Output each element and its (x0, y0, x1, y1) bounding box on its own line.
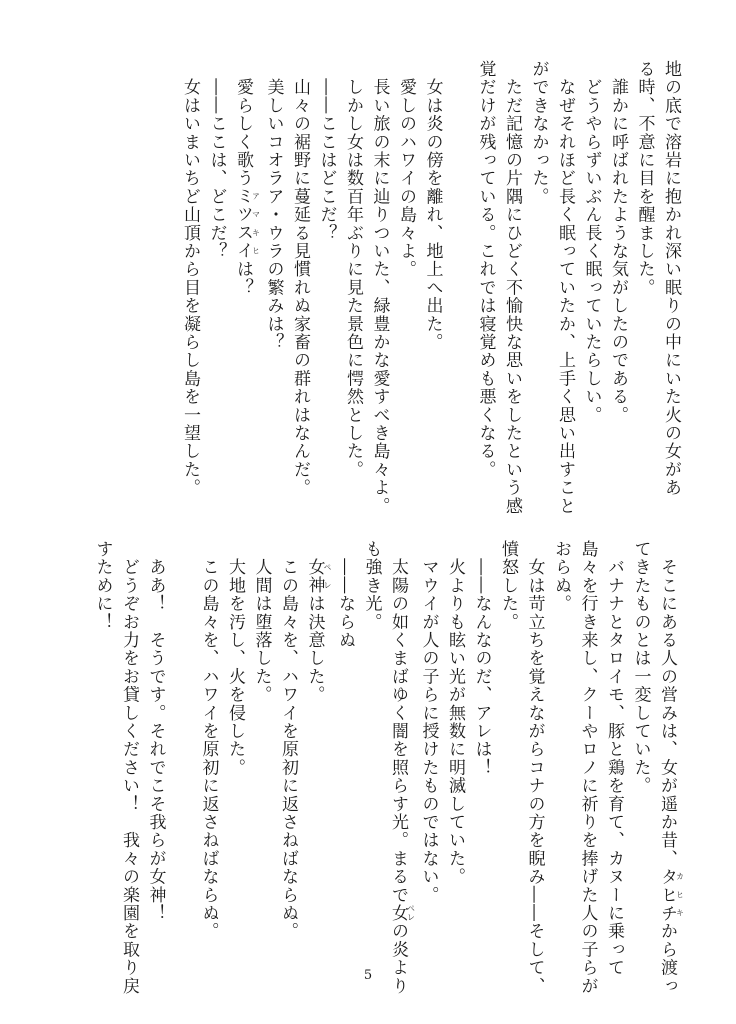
text-segment: も強き光。 (361, 540, 382, 631)
text-line (313, 60, 340, 500)
text-segment: ――ならぬ (335, 540, 355, 650)
text-segment: 人間は堕落した。 (251, 540, 272, 704)
text-line (260, 60, 287, 500)
text-line (631, 60, 658, 500)
text-segment: の炎より (388, 922, 408, 996)
text-segment: おらぬ。 (551, 540, 571, 613)
ruby-annotation: ペレ (323, 558, 332, 595)
text-segment: バナナとタロイモ、豚と鶏を育て、カヌーに乗って (604, 540, 624, 977)
text-segment: 女はいまいちど山頂から目を凝らし島を一望した。 (180, 60, 200, 497)
text-segment: ――ここは、どこだ？ (206, 60, 227, 261)
text-line (495, 540, 522, 985)
text-segment: は？ (233, 260, 253, 297)
text-line (419, 60, 446, 500)
text-line (195, 540, 222, 985)
text-segment: どうやらずいぶん長く眠っていたらしい。 (581, 60, 602, 424)
text-segment: 山々の裾野に蔓延る見慣れぬ家畜の群れはなんだ。 (290, 60, 310, 497)
text-segment (305, 540, 325, 558)
ruby-word (304, 558, 332, 595)
text-segment: 憤怒した。 (498, 540, 518, 631)
text-segment: ああ！ そうです。それでこそ我らが女神！ (145, 540, 166, 923)
ruby-base: 女神 (304, 558, 325, 595)
text-segment: ができなかった。 (528, 60, 549, 206)
text-segment: 覚だけが残っている。これでは寝覚めも悪くなる。 (475, 60, 496, 479)
text-segment: この島々を、ハワイを原初に返さねばならぬ。 (198, 540, 219, 941)
text-line (203, 60, 230, 500)
text-segment: 愛しのハワイの島々よ。 (396, 60, 416, 279)
text-line (548, 540, 575, 985)
text-line (574, 540, 601, 995)
text-line (177, 60, 204, 500)
ruby-base: タヒチ (657, 867, 677, 923)
text-segment: 愛らしく歌う (233, 60, 253, 188)
text-line (654, 540, 685, 996)
text-segment: どうぞお力をお貸しください！ 我々の楽園を取り戻 (119, 540, 139, 995)
text-line (301, 540, 332, 985)
text-line (248, 540, 275, 985)
text-segment: 太陽の如くまばゆく闇を照らす光。まるで (388, 540, 408, 904)
text-segment: なぜそれほど長く眠っていたか、上手く思い出すこと (555, 60, 575, 515)
text-line (415, 540, 442, 985)
text-segment: 地の底で溶岩に抱かれ深い眠りの中にいた火の女があ (661, 60, 681, 497)
text-segment: 火よりも眩い光が無数に明滅していた。 (445, 540, 465, 886)
ruby-word (233, 187, 261, 261)
text-segment: 女は苛立ちを覚えながらコナの方を睨み――そして、 (524, 540, 545, 995)
text-line (142, 540, 169, 985)
top-text-block (177, 60, 685, 515)
ruby-annotation: ペレ (406, 904, 416, 923)
text-segment: 美しいコオラア・ウラの繁みは？ (263, 60, 284, 352)
ruby-word (388, 904, 416, 923)
blank-line (446, 60, 473, 500)
text-line (442, 540, 469, 985)
text-line (552, 60, 579, 515)
text-segment: 大地を汚し、火を侵した。 (225, 540, 245, 777)
text-line (521, 540, 548, 995)
text-segment: そこにある人の営みは、女が遥か昔、 (657, 540, 677, 868)
text-line (627, 540, 654, 985)
text-line (358, 540, 385, 985)
text-line (393, 60, 420, 500)
text-segment: 島々を行き来し、クーやロノに祈りを捧げた人の子らが (577, 540, 598, 995)
text-line (499, 60, 526, 515)
text-line (605, 60, 632, 500)
text-segment: てきたものとは一変していた。 (630, 540, 651, 795)
text-segment: すために！ (92, 540, 113, 631)
ruby-annotation: カヒキ (675, 867, 685, 923)
text-line (601, 540, 628, 985)
text-segment: は決意した。 (304, 594, 325, 704)
text-line (658, 60, 685, 500)
text-segment: しかし女は数百年ぶりに見た景色に愕然とした。 (343, 60, 363, 479)
text-segment: から渡っ (657, 922, 677, 996)
text-segment: 長い旅の末に辿りついた、緑豊かな愛すべき島々よ。 (369, 60, 390, 515)
text-line (230, 60, 261, 500)
text-line (385, 540, 416, 996)
ruby-word (657, 867, 685, 923)
text-line (222, 540, 249, 985)
text-segment: マウイが人の子らに授けたものではない。 (418, 540, 439, 904)
text-line (366, 60, 393, 515)
page-number: 5 (363, 968, 373, 983)
text-segment: る時、不意に目を醒ました。 (634, 60, 655, 297)
text-line (332, 540, 359, 985)
text-segment: 女は炎の傍を離れ、地上へ出た。 (422, 60, 443, 352)
text-line (578, 60, 605, 500)
text-line (89, 540, 116, 985)
bottom-text-block (89, 540, 685, 996)
text-line (116, 540, 143, 995)
text-line (472, 60, 499, 500)
text-segment: ――ここはどこだ？ (316, 60, 337, 242)
ruby-base: 女 (388, 904, 408, 923)
ruby-annotation: アマキヒ (251, 187, 261, 261)
text-segment: 誰かに呼ばれたような気がしたのである。 (608, 60, 628, 424)
ruby-base: ミツスイ (233, 187, 253, 261)
text-line (468, 540, 495, 985)
text-line (275, 540, 302, 985)
text-segment: ただ記憶の片隅にひどく不愉快な思いをしたという感 (502, 60, 522, 515)
text-segment: ――なんなのだ、アレは！ (471, 540, 492, 777)
text-line (340, 60, 367, 500)
text-segment: この島々を、ハワイを原初に返さねばならぬ。 (278, 540, 298, 941)
text-line (525, 60, 552, 500)
blank-line (169, 540, 196, 985)
text-line (287, 60, 314, 500)
